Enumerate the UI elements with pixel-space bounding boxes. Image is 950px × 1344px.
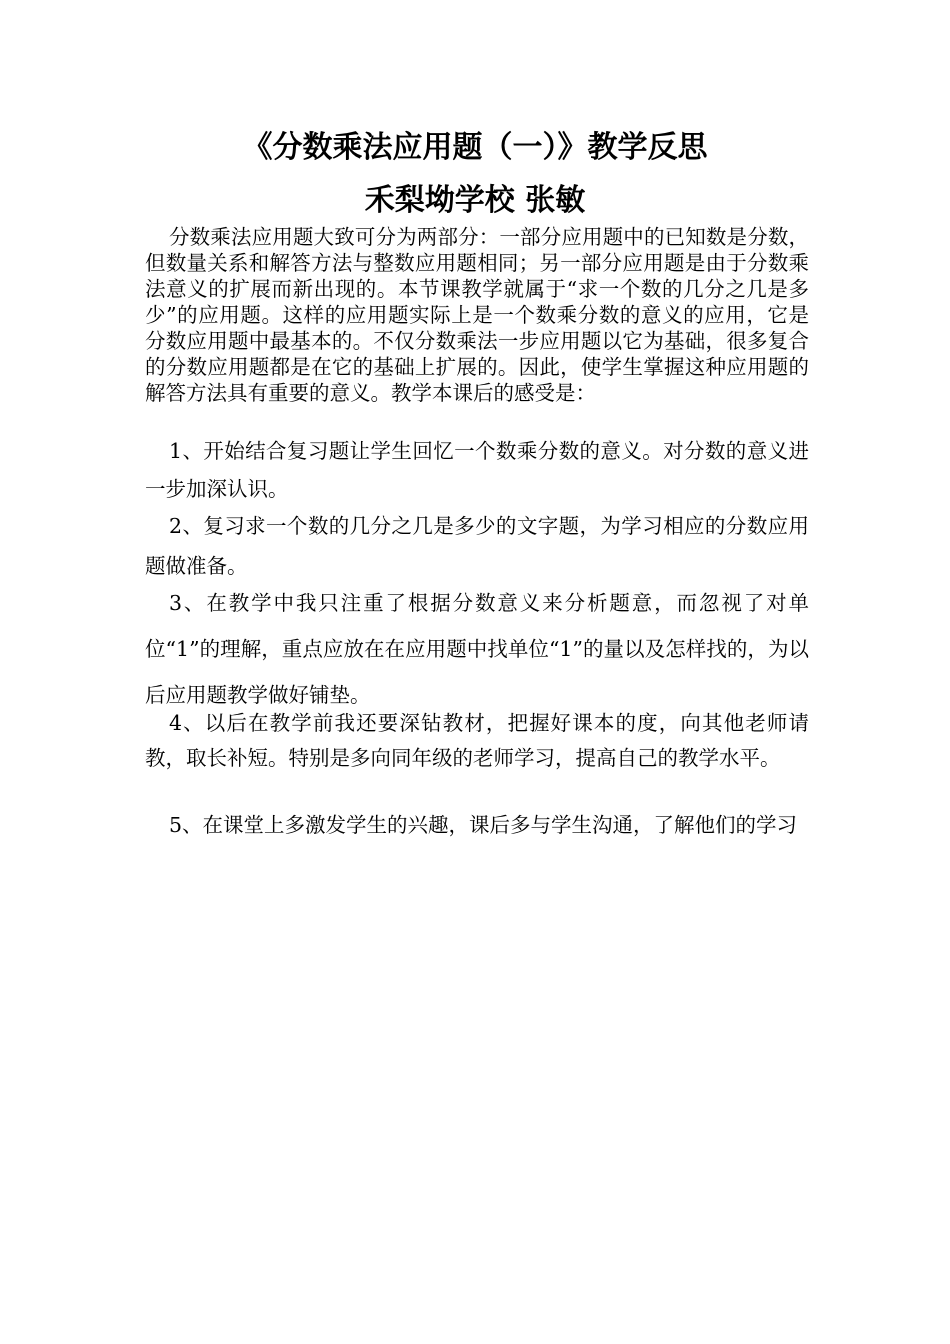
- document-author: 禾梨坳学校 张敏: [364, 183, 586, 218]
- reflection-item-3: 3、在教学中我只注重了根据分数意义来分析题意，而忽视了对单位“1”的理解，重点应放在在应用题中找单位“1”的量以及怎样找的，为以后应用题教学做好铺垫。: [145, 591, 809, 707]
- reflection-item-2: 2、复习求一个数的几分之几是多少的文字题，为学习相应的分数应用题做准备。: [145, 514, 809, 578]
- document-title: 《分数乘法应用题（一）》教学反思: [242, 130, 708, 165]
- reflection-item-5: 5、在课堂上多激发学生的兴趣，课后多与学生沟通，了解他们的学习: [169, 813, 798, 837]
- intro-paragraph: 分数乘法应用题大致可分为两部分：一部分应用题中的已知数是分数，但数量关系和解答方法与整数应用题相同；另一部分应用题是由于分数乘法意义的扩展而新出现的。本节课教学就属于“求一个数的几分之几是多少”的应用题。这样的应用题实际上是一个数乘分数的意义的应用，它是分数应用题中最基本的。不仅分数乘法一步应用题以它为基础，很多复合的分数应用题都是在它的基础上扩展的。因此，使学生掌握这种应用题的解答方法具有重要的意义。教学本课后的感受是：: [145, 225, 809, 405]
- reflection-item-4: 4、以后在教学前我还要深钻教材，把握好课本的度，向其他老师请教，取长补短。特别是多向同年级的老师学习，提高自己的教学水平。: [145, 711, 809, 770]
- reflection-item-1: 1、开始结合复习题让学生回忆一个数乘分数的意义。对分数的意义进一步加深认识。: [145, 439, 809, 501]
